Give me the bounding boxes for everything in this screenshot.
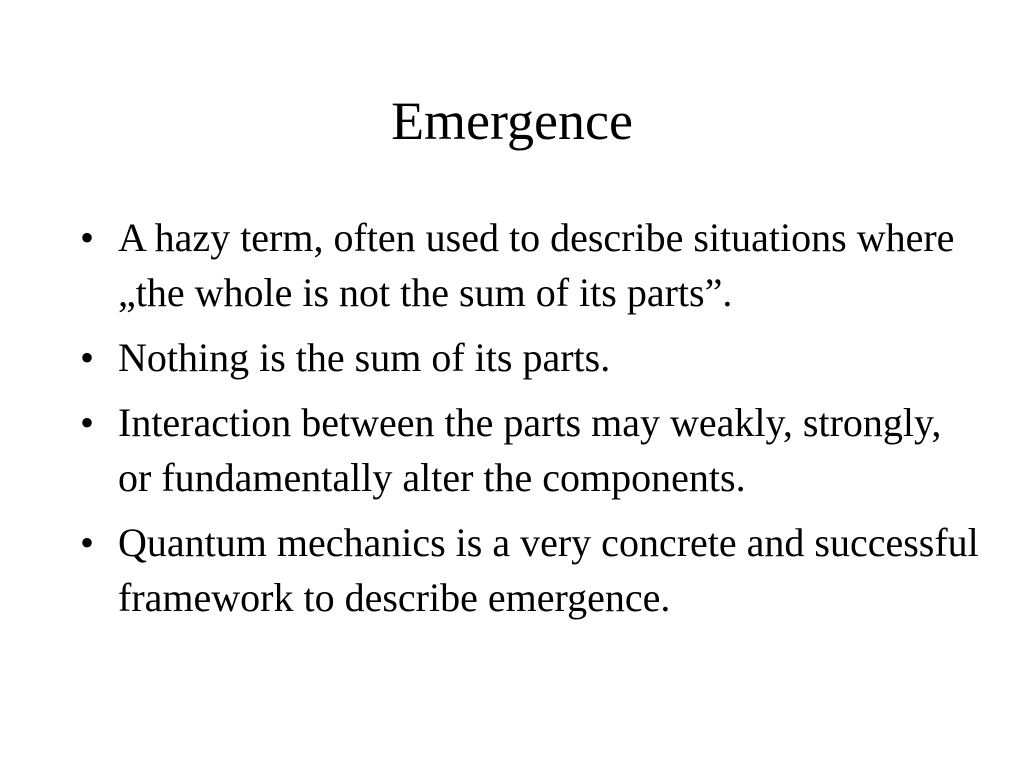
bullet-icon: • — [80, 215, 95, 260]
list-item — [80, 395, 980, 505]
bullet-icon: • — [80, 335, 95, 380]
bullet-icon: • — [80, 400, 95, 445]
bullet-icon: • — [80, 520, 95, 565]
bullet-text: Interaction between the parts may weakly, strongly, or fundamentally alter the components. — [118, 400, 942, 500]
slide-title: Emergence — [391, 91, 633, 151]
bullet-text: Nothing is the sum of its parts. — [118, 335, 611, 380]
bullet-text: Quantum mechanics is a very concrete and successful framework to describe emergence. — [118, 520, 979, 620]
bullet-list — [80, 210, 980, 635]
list-item — [80, 330, 980, 385]
bullet-text: A hazy term, often used to describe situations where „the whole is not the sum of its parts”. — [118, 215, 955, 315]
list-item — [80, 515, 980, 625]
list-item — [80, 210, 980, 320]
